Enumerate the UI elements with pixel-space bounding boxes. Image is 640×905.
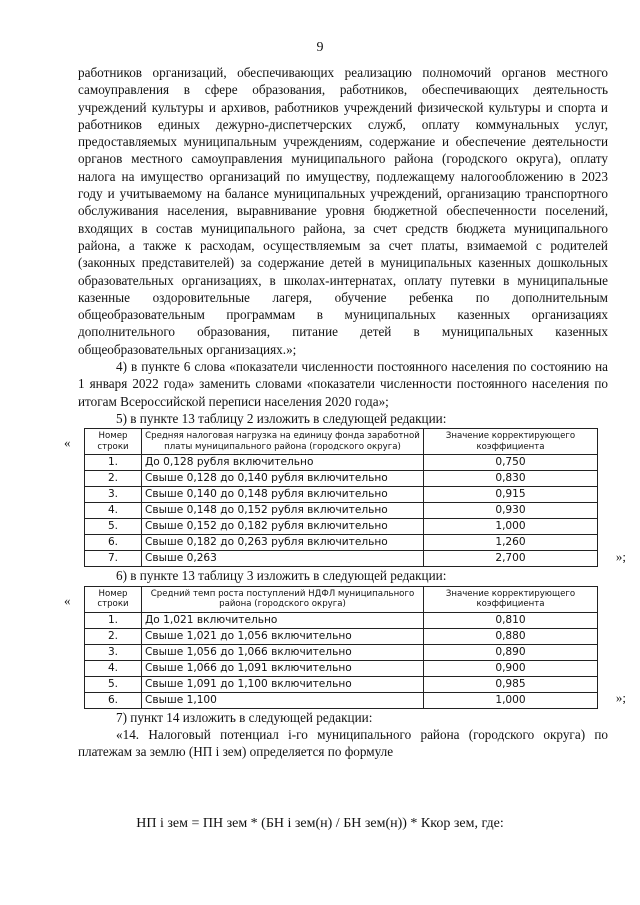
table-row [85,676,598,692]
row-number-cell: 6. [85,692,142,708]
table-row [85,519,598,535]
table-3-quote-open: « [64,592,71,608]
table-row [85,455,598,471]
coefficient-cell: 1,000 [424,519,598,535]
table-row [85,471,598,487]
range-cell: До 0,128 рубля включительно [142,455,424,471]
row-number-cell: 1. [85,612,142,628]
range-cell: Свыше 0,140 до 0,148 рубля включительно [142,487,424,503]
row-number-cell: 3. [85,487,142,503]
coefficient-cell: 0,915 [424,487,598,503]
header-row-number: Номер строки [85,429,142,455]
row-number-cell: 6. [85,535,142,551]
table-row [85,551,598,567]
coefficient-cell: 0,810 [424,612,598,628]
row-number-cell: 3. [85,644,142,660]
table-row [85,692,598,708]
paragraph-item-4: 4) в пункте 6 слова «показатели численности постоянного населения по состоянию на 1 января 2022 года» заменить словами «показатели численности постоянного населения по итогам Всероссийской переписи населения 2020 года»; [78,359,608,409]
table-row [85,660,598,676]
row-number-cell: 2. [85,471,142,487]
table-row [85,487,598,503]
paragraph-item-5: 5) в пункте 13 таблицу 2 изложить в следующей редакции: [116,410,447,426]
range-cell: Свыше 0,182 до 0,263 рубля включительно [142,535,424,551]
coefficient-cell: 0,900 [424,660,598,676]
coefficient-cell: 2,700 [424,551,598,567]
table-row [85,628,598,644]
paragraph-item-7: 7) пункт 14 изложить в следующей редакции: [116,709,373,725]
range-cell: Свыше 0,148 до 0,152 рубля включительно [142,503,424,519]
row-number-cell: 2. [85,628,142,644]
coefficient-cell: 0,880 [424,628,598,644]
coefficient-cell: 0,830 [424,471,598,487]
coefficient-cell: 0,985 [424,676,598,692]
range-cell: Свыше 0,263 [142,551,424,567]
row-number-cell: 7. [85,551,142,567]
row-number-cell: 4. [85,660,142,676]
range-cell: Свыше 1,100 [142,692,424,708]
table-header-row [85,429,598,455]
coefficient-cell: 1,260 [424,535,598,551]
table-3-body [85,612,598,708]
table-2 [84,428,598,567]
range-cell: Свыше 1,021 до 1,056 включительно [142,628,424,644]
header-tax-load: Средняя налоговая нагрузка на единицу фонда заработной платы муниципального района (городского округа) [142,429,424,455]
range-cell: До 1,021 включительно [142,612,424,628]
table-3 [84,586,598,709]
formula: НП i зем = ПН зем * (БН i зем(н) / БН зем(н)) * Ккор зем, где: [136,816,504,831]
header-coefficient: Значение корректирующего коэффициента [424,586,598,612]
table-row [85,644,598,660]
table-header-row [85,586,598,612]
table-row [85,503,598,519]
table-2-quote-close: »; [615,548,626,564]
header-row-number: Номер строки [85,586,142,612]
range-cell: Свыше 1,056 до 1,066 включительно [142,644,424,660]
table-row [85,535,598,551]
table-3-wrapper [64,586,626,709]
paragraph-continuation: работников организаций, обеспечивающих реализацию полномочий органов местного самоуправления в сфере образования, работников, обеспечивающих деятельность учреждений культуры и архивов, работников учреждений физической культуры и спорта и работников единых дежурно-диспетчерских служб, оплату коммунальных услуг, предоставляемых муниципальным учреждениям, содержание и обеспечение деятельности органов местного самоуправления муниципального района (городского округа), оплату налога на имущество организаций по имуществу, подлежащему налогообложению в 2023 году и учитываемому на балансе муниципальных учреждений, организацию транспортного обслуживания населения, выравнивание уровня бюджетной обеспеченности поселений, входящих в состав муниципального района, за счет средств бюджета муниципального района, а также к расходам, осуществляемым за счет платы, взимаемой с родителей (законных представителей) за содержание детей в муниципальных казенных дошкольных образовательных организациях, в школах-интернатах, оплату путевки в муниципальные казенные оздоровительные лагеря, обучение ребенка по дополнительным общеобразовательным программам в муниципальных казенных организациях дополнительного образования, питание детей в муниципальных казенных общеобразовательных организациях.»; [78,65,608,357]
header-ndfl-growth: Средний темп роста поступлений НДФЛ муниципального района (городского округа) [142,586,424,612]
range-cell: Свыше 0,152 до 0,182 рубля включительно [142,519,424,535]
row-number-cell: 5. [85,676,142,692]
paragraph-item-6: 6) в пункте 13 таблицу 3 изложить в следующей редакции: [116,568,447,584]
table-2-body [85,455,598,567]
coefficient-cell: 1,000 [424,692,598,708]
document-body [64,64,626,760]
range-cell: Свыше 1,066 до 1,091 включительно [142,660,424,676]
paragraph-point-14: «14. Налоговый потенциал i-го муниципального района (городского округа) по платежам за землю (НП i зем) определяется по формуле [78,726,608,760]
coefficient-cell: 0,750 [424,455,598,471]
table-3-quote-close: »; [615,690,626,706]
coefficient-cell: 0,930 [424,503,598,519]
row-number-cell: 1. [85,455,142,471]
coefficient-cell: 0,890 [424,644,598,660]
row-number-cell: 4. [85,503,142,519]
page-number: 9 [316,40,324,55]
table-2-wrapper [64,428,626,567]
range-cell: Свыше 0,128 до 0,140 рубля включительно [142,471,424,487]
table-row [85,612,598,628]
header-coefficient: Значение корректирующего коэффициента [424,429,598,455]
row-number-cell: 5. [85,519,142,535]
table-2-quote-open: « [64,435,71,451]
range-cell: Свыше 1,091 до 1,100 включительно [142,676,424,692]
